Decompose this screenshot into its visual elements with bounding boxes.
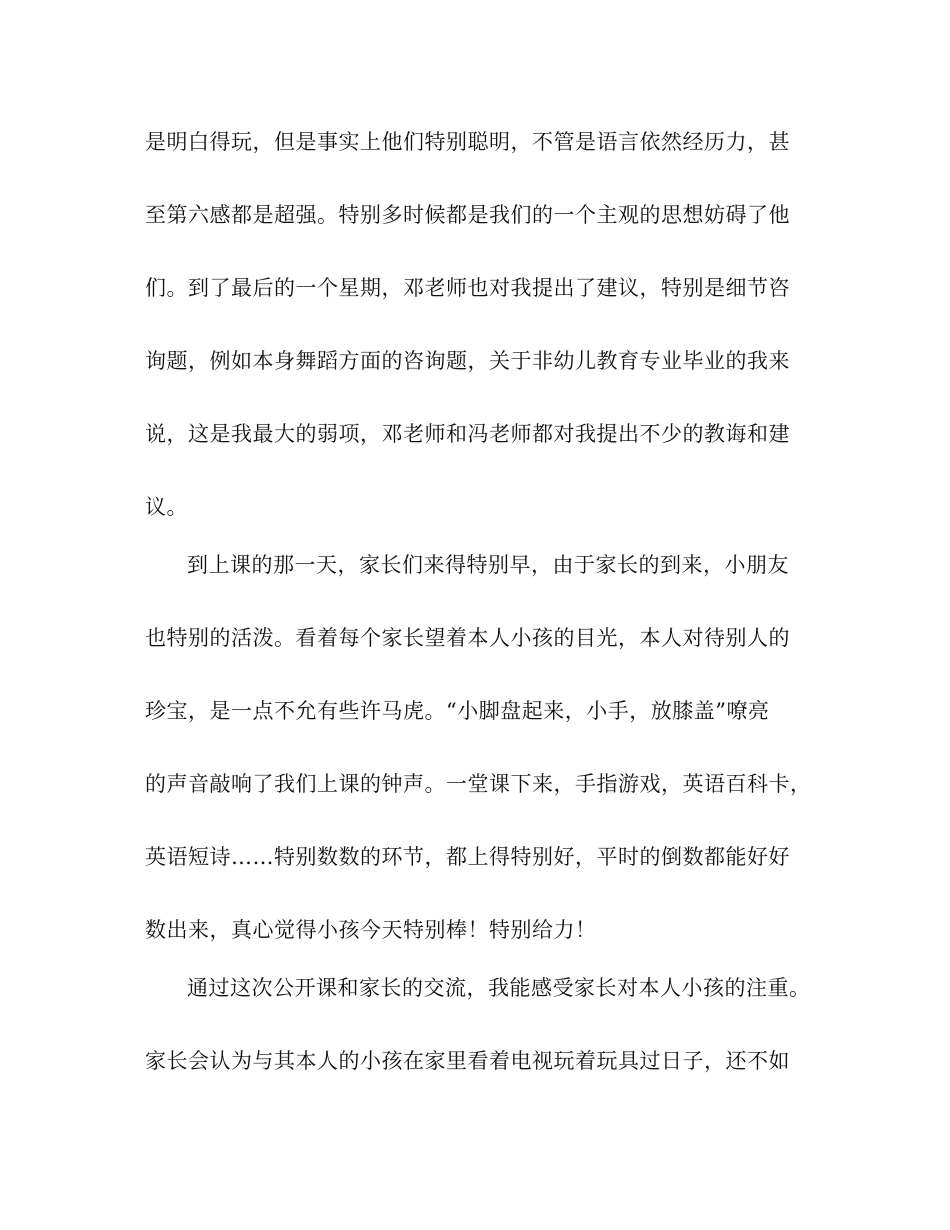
- text-line: 至第六感都是超强。特别多时候都是我们的一个主观的思想妨碍了他: [145, 203, 790, 227]
- text-line: 询题，例如本身舞蹈方面的咨询题，关于非幼儿教育专业毕业的我来: [145, 349, 790, 373]
- text-line: 是明白得玩，但是事实上他们特别聪明，不管是语言依然经历力，甚: [145, 130, 790, 154]
- paragraph-first-line: 到上课的那一天，家长们来得特别早，由于家长的到来，小朋友: [187, 553, 789, 577]
- text-line: 的声音敲响了我们上课的钟声。一堂课下来，手指游戏，英语百科卡，: [145, 772, 812, 796]
- text-line: 珍宝，是一点不允有些许马虎。“小脚盘起来，小手，放膝盖”嘹亮: [145, 699, 770, 723]
- text-line: 说，这是我最大的弱项，邓老师和冯老师都对我提出不少的教诲和建: [145, 422, 790, 446]
- text-line: 英语短诗……特别数数的环节，都上得特别好，平时的倒数都能好好: [145, 845, 790, 869]
- text-line: 家长会认为与其本人的小孩在家里看着电视玩着玩具过日子，还不如: [145, 1049, 790, 1073]
- body-text: [145, 118, 812, 1110]
- text-line: 议。: [145, 495, 188, 519]
- text-line: 数出来，真心觉得小孩今天特别棒！特别给力！: [145, 918, 597, 942]
- text-line: 们。到了最后的一个星期，邓老师也对我提出了建议，特别是细节咨: [145, 276, 790, 300]
- paragraph-first-line: 通过这次公开课和家长的交流，我能感受家长对本人小孩的注重。: [187, 976, 811, 1000]
- text-line: 也特别的活泼。看着每个家长望着本人小孩的目光，本人对待别人的: [145, 626, 790, 650]
